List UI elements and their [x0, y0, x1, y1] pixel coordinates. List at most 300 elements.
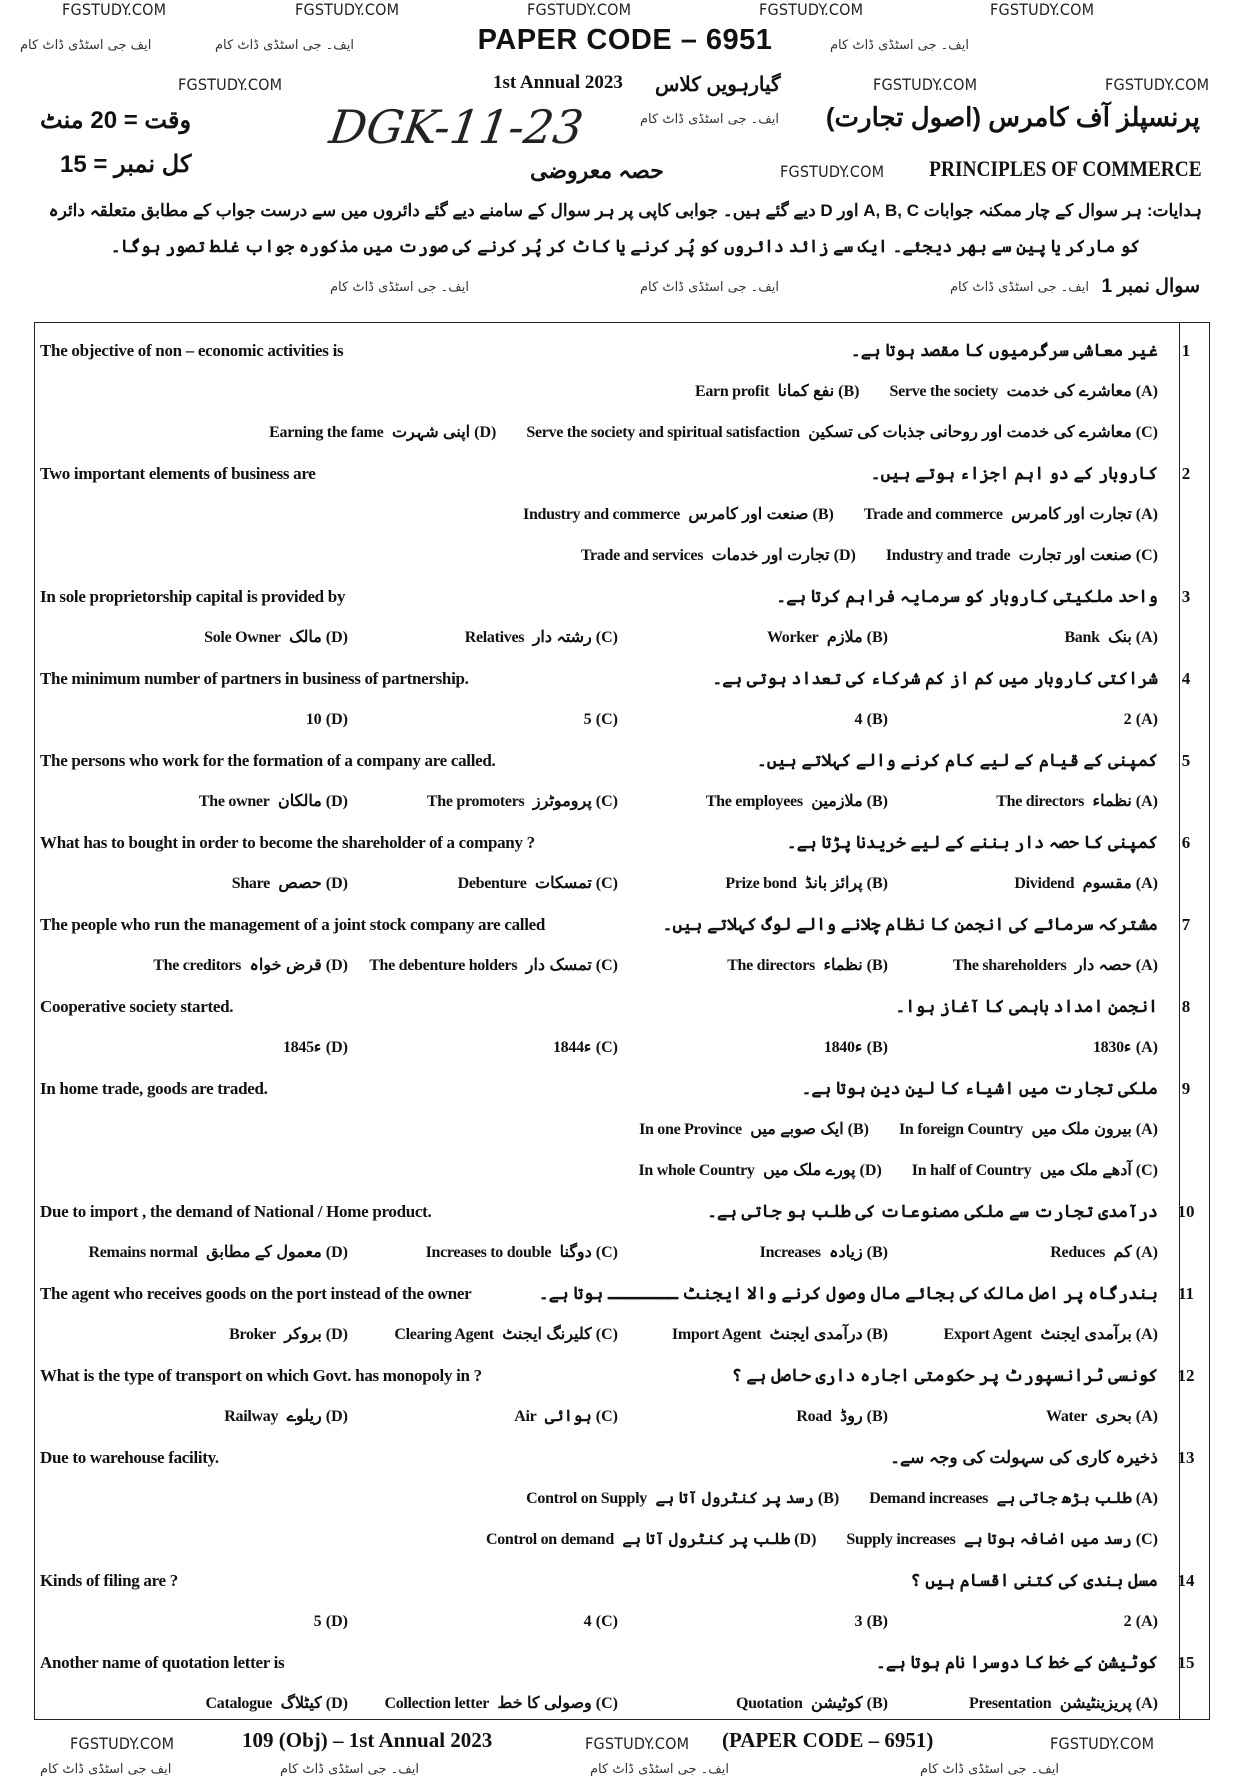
- option-letter: (C): [1135, 547, 1158, 564]
- option-text-urdu: تمسک دار: [525, 957, 592, 974]
- option-text-urdu: نظماء: [823, 957, 863, 974]
- option-text-english: 4: [583, 1613, 592, 1630]
- option-letter: (D): [859, 1162, 882, 1179]
- option-letter: (D): [325, 1244, 348, 1261]
- question-text-urdu: شراکتی کاروبار میں کم از کم شرکاء کی تعداد ہوتی ہے۔: [712, 669, 1158, 688]
- option-text-urdu: پرائز بانڈ: [805, 875, 863, 892]
- option-text-english: Relatives: [464, 629, 525, 646]
- option-letter: (A): [1135, 1613, 1158, 1630]
- watermark: FGSTUDY.COM: [1050, 1734, 1155, 1753]
- option-a: [888, 781, 1158, 822]
- option-c: [348, 1314, 618, 1355]
- option-b: [618, 1601, 888, 1642]
- question-line: [40, 453, 1191, 494]
- option-text-english: In foreign Country: [898, 1121, 1024, 1138]
- option-a: [890, 371, 1159, 412]
- option-text-urdu: مالک: [289, 629, 322, 646]
- question-text-english: Another name of quotation letter is: [40, 1653, 285, 1672]
- option-text-english: Trade and services: [580, 547, 704, 564]
- option-text-urdu: تجارت اور خدمات: [711, 547, 830, 564]
- option-letter: (C): [595, 711, 618, 728]
- option-letter: (B): [812, 506, 834, 523]
- option-a: [888, 1027, 1158, 1068]
- option-text-english: Remains normal: [88, 1244, 198, 1261]
- option-letter: (D): [325, 957, 348, 974]
- question-line: [40, 1437, 1195, 1478]
- option-letter: (C): [1135, 1531, 1158, 1548]
- paper-code: PAPER CODE – 6951: [477, 24, 773, 56]
- option-b: [618, 863, 888, 904]
- option-text-urdu: تجارت اور کامرس: [1011, 506, 1132, 523]
- option-text-english: 1845ء: [282, 1039, 322, 1056]
- option-a: [888, 1683, 1158, 1724]
- watermark: FGSTUDY.COM: [585, 1734, 690, 1753]
- options-group: [40, 1109, 1158, 1150]
- question-text-english: The people who run the management of a joint stock company are called: [40, 915, 546, 934]
- option-letter: (A): [1135, 1326, 1158, 1343]
- option-text-urdu: زیادہ: [829, 1244, 863, 1261]
- total-marks: کل نمبر = 15: [60, 151, 192, 178]
- option-letter: (C): [595, 1695, 618, 1712]
- option-b: [618, 1027, 888, 1068]
- question-text-urdu: کمپنی کا حصہ دار بننے کے لیے خریدنا پڑتا ہے۔: [786, 833, 1158, 852]
- option-text-english: Reduces: [1050, 1244, 1106, 1261]
- watermark-urdu: ایف۔ جی اسٹڈی ڈاٹ کام: [640, 280, 779, 295]
- option-text-urdu: ریلوے: [286, 1408, 322, 1425]
- option-text-urdu: پورے ملک میں: [763, 1162, 856, 1179]
- watermark-urdu: ایف۔ جی اسٹڈی ڈاٹ کام: [830, 38, 969, 53]
- options-group: [40, 1683, 1158, 1724]
- option-text-english: Clearing Agent: [394, 1326, 494, 1343]
- question-text-urdu: ملکی تجارت میں اشیاء کا لین دین ہوتا ہے۔: [801, 1079, 1158, 1098]
- option-c: [348, 863, 618, 904]
- option-text-english: Presentation: [969, 1695, 1052, 1712]
- question-text-urdu: کونسی ٹرانسپورٹ پر حکومتی اجارہ داری حاصل ہے ؟: [731, 1366, 1158, 1385]
- question-line: [40, 1355, 1195, 1396]
- option-d: [78, 1683, 348, 1724]
- option-c: [348, 1396, 618, 1437]
- options-group: [40, 1519, 1158, 1560]
- option-text-english: The owner: [198, 793, 270, 810]
- option-text-english: The shareholders: [952, 957, 1067, 974]
- option-text-urdu: آدھے ملک میں: [1039, 1162, 1132, 1179]
- option-letter: (B): [866, 1408, 888, 1425]
- options-row: [40, 1314, 1168, 1355]
- option-text-english: Sole Owner: [204, 629, 281, 646]
- option-letter: (C): [595, 1408, 618, 1425]
- option-d: [78, 1232, 348, 1273]
- option-letter: (B): [817, 1490, 840, 1507]
- option-text-english: 10: [305, 711, 322, 728]
- option-text-urdu: طلب بڑھ جاتی ہے: [996, 1490, 1132, 1507]
- option-c: [912, 1150, 1158, 1191]
- question-number: 4: [1181, 669, 1191, 688]
- option-b: [618, 617, 888, 658]
- instructions-line-2: کو مارکر یا پین سے بھر دیجئے۔ ایک سے زائد دائروں کو پُر کرنے یا کاٹ کر پُر کرنے کی صورت میں مذکورہ جواب غلط تصور ہوگا۔: [110, 237, 1140, 256]
- watermark-row-top: [0, 0, 1250, 20]
- options-group: [40, 1314, 1158, 1355]
- options-group: [40, 1478, 1158, 1519]
- options-group: [40, 1027, 1158, 1068]
- question-text-urdu: غیر معاشی سرگرمیوں کا مقصد ہوتا ہے۔: [850, 341, 1158, 360]
- option-text-urdu: نظماء: [1092, 793, 1132, 810]
- option-text-english: Import Agent: [671, 1326, 762, 1343]
- options-row: [40, 945, 1168, 986]
- option-text-english: Water: [1046, 1408, 1088, 1425]
- options-row: [40, 1150, 1168, 1191]
- option-text-english: The directors: [996, 793, 1085, 810]
- option-text-english: Control on demand: [485, 1531, 614, 1548]
- option-text-english: The creditors: [153, 957, 242, 974]
- option-d: [269, 412, 496, 453]
- option-text-urdu: روڈ: [840, 1408, 863, 1425]
- option-text-english: 5: [583, 711, 592, 728]
- option-text-english: 1830ء: [1092, 1039, 1132, 1056]
- option-text-urdu: حصہ دار: [1074, 957, 1132, 974]
- option-text-urdu: کیٹلاگ: [280, 1695, 322, 1712]
- option-c: [348, 945, 618, 986]
- option-letter: (C): [595, 875, 618, 892]
- option-letter: (C): [1135, 1162, 1158, 1179]
- option-text-english: Serve the society: [889, 383, 999, 400]
- option-a: [888, 1396, 1158, 1437]
- option-a: [888, 617, 1158, 658]
- watermark-urdu: ایف۔ جی اسٹڈی ڈاٹ کام: [590, 1762, 729, 1777]
- option-d: [78, 863, 348, 904]
- option-text-urdu: وصولی کا خط: [497, 1695, 592, 1712]
- question-number: 6: [1181, 833, 1191, 852]
- options-group: [40, 1396, 1158, 1437]
- option-text-english: Earning the fame: [269, 424, 384, 441]
- option-d: [78, 945, 348, 986]
- question-text-urdu: واحد ملکیتی کاروبار کو سرمایہ فراہم کرتا ہے۔: [776, 587, 1158, 606]
- question-line: [40, 1273, 1195, 1314]
- question-text-urdu: کوٹیشن کے خط کا دوسرا نام ہوتا ہے۔: [875, 1653, 1158, 1672]
- option-letter: (A): [1135, 875, 1158, 892]
- option-letter: (B): [866, 629, 888, 646]
- question-text-english: Kinds of filing are ?: [40, 1571, 178, 1590]
- option-letter: (B): [866, 1613, 888, 1630]
- option-d: [78, 1027, 348, 1068]
- option-text-english: The promoters: [426, 793, 525, 810]
- watermark: FGSTUDY.COM: [295, 0, 400, 19]
- question-line: [40, 1642, 1195, 1683]
- question-text-urdu: کاروبار کے دو اہم اجزاء ہوتے ہیں۔: [870, 464, 1158, 483]
- option-text-urdu: صنعت اور تجارت: [1018, 547, 1132, 564]
- option-text-urdu: معمول کے مطابق: [206, 1244, 322, 1261]
- handwritten-board-code: DGK-11-23: [326, 100, 587, 154]
- option-text-urdu: رشتہ دار: [532, 629, 592, 646]
- option-text-english: In whole Country: [638, 1162, 755, 1179]
- watermark-urdu: ایف۔ جی اسٹڈی ڈاٹ کام: [950, 280, 1089, 295]
- option-letter: (D): [325, 711, 348, 728]
- options-row: [40, 781, 1168, 822]
- options-group: [40, 945, 1158, 986]
- option-c: [348, 699, 618, 740]
- option-b: [618, 1232, 888, 1273]
- option-text-urdu: صنعت اور کامرس: [688, 506, 809, 523]
- option-letter: (D): [325, 629, 348, 646]
- option-letter: (D): [325, 1613, 348, 1630]
- question-line: [40, 658, 1191, 699]
- question-text-english: The persons who work for the formation of a company are called.: [40, 751, 496, 770]
- options-group: [40, 535, 1158, 576]
- option-letter: (B): [866, 957, 888, 974]
- question-text-urdu: بندرگاہ پر اصل مالک کی بجائے مال وصول کرنے والا ایجنٹ ـــــــ ہوتا ہے۔: [538, 1284, 1158, 1303]
- question-line: [40, 330, 1191, 371]
- options-row: [40, 371, 1168, 412]
- option-text-english: In half of Country: [911, 1162, 1032, 1179]
- options-row: [40, 1519, 1168, 1560]
- subject-title-urdu: پرنسپلز آف کامرس (اصول تجارت): [825, 102, 1200, 132]
- option-text-english: Serve the society and spiritual satisfaction: [526, 424, 800, 441]
- question-text-english: In sole proprietorship capital is provided by: [40, 587, 346, 606]
- option-letter: (A): [1135, 383, 1158, 400]
- option-text-english: The employees: [705, 793, 803, 810]
- question-number: 12: [1177, 1366, 1195, 1385]
- option-letter: (D): [833, 547, 856, 564]
- option-letter: (C): [595, 1326, 618, 1343]
- option-text-english: The directors: [727, 957, 815, 974]
- option-text-urdu: تمسکات: [535, 875, 592, 892]
- options-row: [40, 863, 1168, 904]
- watermark-urdu: ایف۔ جی اسٹڈی ڈاٹ کام: [215, 38, 354, 53]
- option-text-urdu: برآمدی ایجنٹ: [1040, 1326, 1132, 1343]
- question-line: [40, 1191, 1195, 1232]
- option-letter: (D): [325, 793, 348, 810]
- question-number: 5: [1181, 751, 1191, 770]
- question-line: [40, 576, 1191, 617]
- option-text-english: Road: [796, 1408, 832, 1425]
- question-text-urdu: درآمدی تجارت سے ملکی مصنوعات کی طلب ہو جاتی ہے۔: [707, 1202, 1158, 1221]
- options-group: [40, 781, 1158, 822]
- watermark-urdu: ایف۔ جی اسٹڈی ڈاٹ کام: [330, 280, 469, 295]
- question-line: [40, 904, 1191, 945]
- options-group: [40, 1601, 1158, 1642]
- option-text-english: Industry and trade: [885, 547, 1011, 564]
- options-row: [40, 1027, 1168, 1068]
- option-text-urdu: بروکر: [284, 1326, 322, 1343]
- option-text-urdu: معاشرے کی خدمت: [1006, 383, 1132, 400]
- option-text-english: 1840ء: [823, 1039, 863, 1056]
- options-group: [40, 699, 1158, 740]
- options-row: [40, 1396, 1168, 1437]
- options-row: [40, 412, 1168, 453]
- option-text-urdu: دوگنا: [559, 1244, 592, 1261]
- question-text-urdu: مسل بندی کی کتنی اقسام ہیں ؟: [910, 1571, 1158, 1590]
- option-text-english: 1844ء: [552, 1039, 592, 1056]
- option-d: [486, 1519, 816, 1560]
- question-line: [40, 986, 1191, 1027]
- watermark-urdu: ایف۔ جی اسٹڈی ڈاٹ کام: [920, 1762, 1059, 1777]
- question-text-english: Due to warehouse facility.: [40, 1448, 219, 1467]
- question-line: [40, 1560, 1195, 1601]
- option-text-english: Earn profit: [694, 383, 770, 400]
- option-b: [618, 699, 888, 740]
- question-line: [40, 822, 1191, 863]
- option-text-urdu: طلب پر کنٹرول آتا ہے: [622, 1531, 791, 1548]
- option-letter: (A): [1135, 711, 1158, 728]
- instructions-line-1: ہدایات: ہر سوال کے چار ممکنہ جوابات A, B, C اور D دیے گئے ہیں۔ جوابی کاپی پر ہر سوال کے سامنے دیے گئے دائروں میں سے درست جواب کے مطابق متعلقہ دائرہ: [48, 201, 1202, 220]
- watermark: FGSTUDY.COM: [62, 0, 167, 19]
- watermark-urdu: ایف جی اسٹڈی ڈاٹ کام: [20, 38, 152, 53]
- option-text-urdu: نفع کمانا: [777, 383, 835, 400]
- option-text-english: 4: [854, 711, 863, 728]
- option-text-english: Increases: [759, 1244, 821, 1261]
- option-b: [695, 371, 860, 412]
- option-a: [899, 1109, 1158, 1150]
- option-text-english: Air: [514, 1408, 537, 1425]
- option-a: [888, 863, 1158, 904]
- section-label: حصہ معروضی: [530, 158, 664, 183]
- option-letter: (B): [866, 875, 888, 892]
- options-row: [40, 1232, 1168, 1273]
- option-letter: (A): [1135, 1039, 1158, 1056]
- question-text-english: Due to import , the demand of National / Home product.: [40, 1202, 432, 1221]
- question-text-english: Cooperative society started.: [40, 997, 234, 1016]
- question-number: 10: [1177, 1202, 1195, 1221]
- question-text-english: The agent who receives goods on the port instead of the owner: [40, 1284, 472, 1303]
- option-letter: (A): [1135, 793, 1158, 810]
- option-c: [348, 1683, 618, 1724]
- options-row: [40, 1683, 1168, 1724]
- option-text-english: Supply increases: [846, 1531, 956, 1548]
- question-text-english: The minimum number of partners in business of partnership.: [40, 669, 469, 688]
- question-text-english: What is the type of transport on which Govt. has monopoly in ?: [40, 1366, 482, 1385]
- question-number: 13: [1177, 1448, 1195, 1467]
- option-a: [888, 1601, 1158, 1642]
- options-row: [40, 1601, 1168, 1642]
- option-text-urdu: پریزینٹیشن: [1059, 1695, 1132, 1712]
- question-number: 7: [1181, 915, 1191, 934]
- option-text-urdu: معاشرے کی خدمت اور روحانی جذبات کی تسکین: [808, 424, 1132, 441]
- watermark: FGSTUDY.COM: [1105, 75, 1210, 94]
- option-text-english: Prize bond: [725, 875, 797, 892]
- option-letter: (A): [1135, 1121, 1158, 1138]
- option-letter: (D): [325, 875, 348, 892]
- option-letter: (C): [595, 793, 618, 810]
- option-letter: (D): [325, 1039, 348, 1056]
- watermark: FGSTUDY.COM: [759, 0, 864, 19]
- option-text-urdu: بنک: [1108, 629, 1132, 646]
- question-number: 9: [1181, 1079, 1191, 1098]
- option-text-english: 3: [854, 1613, 863, 1630]
- question-text-urdu: ذخیرہ کاری کی سہولت کی وجہ سے۔: [890, 1448, 1158, 1467]
- option-text-english: 2: [1123, 1613, 1132, 1630]
- option-text-english: 2: [1123, 711, 1132, 728]
- option-text-urdu: ایک صوبے میں: [750, 1121, 844, 1138]
- watermark: FGSTUDY.COM: [873, 75, 978, 94]
- option-b: [639, 1109, 869, 1150]
- options-group: [40, 617, 1158, 658]
- watermark-urdu: ایف۔ جی اسٹڈی ڈاٹ کام: [280, 1762, 419, 1777]
- options-row: [40, 699, 1168, 740]
- option-text-english: Worker: [766, 629, 819, 646]
- option-letter: (A): [1135, 1695, 1158, 1712]
- question-number: 8: [1181, 997, 1191, 1016]
- option-c: [348, 1232, 618, 1273]
- option-letter: (C): [1135, 424, 1158, 441]
- option-a: [888, 699, 1158, 740]
- option-text-urdu: اپنی شہرت: [391, 424, 471, 441]
- options-group: [40, 371, 1158, 412]
- option-text-urdu: کلیرنگ ایجنٹ: [502, 1326, 592, 1343]
- option-letter: (B): [866, 1039, 888, 1056]
- option-letter: (B): [866, 1326, 888, 1343]
- option-text-english: Industry and commerce: [523, 506, 680, 523]
- option-letter: (D): [794, 1531, 817, 1548]
- option-text-english: Quotation: [735, 1695, 803, 1712]
- option-text-urdu: ملازم: [826, 629, 863, 646]
- option-letter: (A): [1135, 1408, 1158, 1425]
- option-text-urdu: رسد پر کنٹرول آتا ہے: [655, 1490, 814, 1507]
- option-d: [78, 699, 348, 740]
- option-text-english: In one Province: [639, 1121, 742, 1138]
- question-text-english: What has to bought in order to become the shareholder of a company ?: [40, 833, 535, 852]
- option-letter: (D): [474, 424, 497, 441]
- question-number: 3: [1181, 587, 1191, 606]
- option-text-english: Demand increases: [869, 1490, 989, 1507]
- option-letter: (B): [866, 793, 888, 810]
- option-d: [78, 1396, 348, 1437]
- option-d: [639, 1150, 882, 1191]
- options-group: [40, 1232, 1158, 1273]
- option-d: [78, 1314, 348, 1355]
- watermark: FGSTUDY.COM: [70, 1734, 175, 1753]
- option-letter: (C): [595, 1244, 618, 1261]
- option-text-english: Dividend: [1014, 875, 1075, 892]
- question-line: [40, 1068, 1191, 1109]
- option-a: [888, 1314, 1158, 1355]
- option-letter: (D): [325, 1408, 348, 1425]
- option-letter: (B): [866, 1695, 888, 1712]
- question-number: 2: [1181, 464, 1191, 483]
- option-letter: (A): [1135, 1244, 1158, 1261]
- option-text-english: Trade and commerce: [863, 506, 1003, 523]
- footer-paper-code: (PAPER CODE – 6951): [722, 1728, 934, 1752]
- option-a: [864, 494, 1158, 535]
- option-text-urdu: قرض خواہ: [249, 957, 322, 974]
- option-text-urdu: ملازمین: [811, 793, 863, 810]
- watermark: FGSTUDY.COM: [178, 75, 283, 94]
- option-text-english: Export Agent: [943, 1326, 1032, 1343]
- options-row: [40, 1478, 1168, 1519]
- option-text-english: Increases to double: [425, 1244, 552, 1261]
- option-text-urdu: درآمدی ایجنٹ: [769, 1326, 863, 1343]
- options-row: [40, 617, 1168, 658]
- question-text-english: Two important elements of business are: [40, 464, 316, 483]
- option-letter: (A): [1135, 1490, 1158, 1507]
- option-letter: (D): [325, 1695, 348, 1712]
- option-c: [348, 781, 618, 822]
- option-c: [348, 1601, 618, 1642]
- option-b: [526, 1478, 839, 1519]
- question-text-english: The objective of non – economic activities is: [40, 341, 344, 360]
- options-group: [40, 1150, 1158, 1191]
- option-letter: (A): [1135, 957, 1158, 974]
- option-text-english: 5: [313, 1613, 322, 1630]
- option-letter: (B): [866, 711, 888, 728]
- options-row: [40, 1109, 1168, 1150]
- option-letter: (C): [595, 629, 618, 646]
- option-letter: (C): [595, 1039, 618, 1056]
- option-text-english: The debenture holders: [369, 957, 518, 974]
- option-b: [618, 945, 888, 986]
- question-text-urdu: کمپنی کے قیام کے لیے کام کرنے والے کہلاتے ہیں۔: [756, 751, 1158, 770]
- option-text-urdu: کوٹیشن: [811, 1695, 863, 1712]
- exam-session: 1st Annual 2023: [493, 72, 623, 93]
- option-c: [348, 617, 618, 658]
